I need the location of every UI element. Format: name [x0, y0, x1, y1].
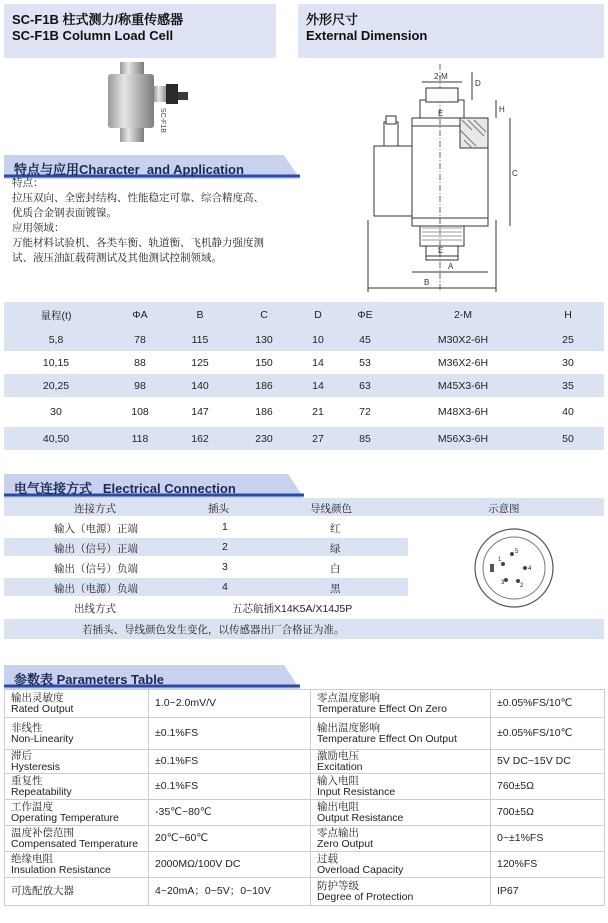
- note-row: [4, 619, 604, 639]
- param-name-en: Non-Linearity: [11, 732, 74, 745]
- dimension-header-cell: D: [314, 309, 322, 321]
- dimension-header-cell: 量程(t): [40, 309, 72, 322]
- pin-label: 2: [520, 583, 524, 589]
- dimension-cell: 125: [191, 356, 209, 369]
- dimension-cell: M45X3-6H: [437, 379, 489, 392]
- param-name-en: Compensated Temperature: [11, 837, 139, 850]
- param-value: [149, 800, 311, 826]
- pin-label: 5: [515, 549, 519, 555]
- dimension-cell: 5,8: [48, 333, 64, 346]
- param-value: [491, 878, 605, 906]
- product-label: SC-F1B: [159, 108, 166, 133]
- dim-label-d: D: [475, 79, 481, 88]
- param-value-text: 760±5Ω: [497, 780, 534, 792]
- dimension-cell: 10: [312, 333, 324, 346]
- electrical-title: 电气连接方式 Electrical Connection: [14, 481, 236, 496]
- dim-label-h: H: [499, 105, 505, 114]
- param-name-cn: 可选配放大器: [11, 885, 74, 897]
- parameter-row: [5, 878, 605, 906]
- col-connection: 连接方式: [74, 503, 116, 515]
- param-value-text: ±0.1%FS: [155, 727, 199, 739]
- connection-row: [4, 518, 408, 536]
- param-value-text: ±0.05%FS/10℃: [497, 727, 573, 739]
- dimension-table: [4, 302, 604, 450]
- dimension-cell: M48X3-6H: [437, 406, 489, 418]
- param-name-cn: 激励电压: [317, 749, 359, 762]
- param-value: [149, 852, 311, 878]
- param-value-text: ±0.1%FS: [155, 780, 199, 792]
- dimension-cell: 72: [359, 406, 371, 418]
- dimension-cell: 53: [359, 356, 371, 369]
- features-title: 特点与应用Character and Application: [14, 162, 244, 177]
- connector-diagram: [472, 526, 556, 610]
- dimension-cell: 108: [131, 406, 149, 418]
- param-name-en: Excitation: [317, 760, 363, 773]
- param-value: [491, 718, 605, 750]
- param-name-cn: 非线性: [11, 721, 43, 734]
- dimension-cell: 30: [562, 356, 574, 369]
- header-left-title-en: SC-F1B Column Load Cell: [12, 28, 174, 43]
- param-name: [311, 718, 491, 750]
- dimension-cell: 118: [131, 432, 149, 445]
- param-value-text: -35℃~80℃: [155, 806, 212, 818]
- dimension-cell: 40: [562, 406, 574, 418]
- param-name-cn: 零点温度影响: [317, 691, 380, 704]
- dimension-cell: 85: [359, 432, 371, 445]
- param-name-cn: 重复性: [11, 774, 43, 787]
- dimension-row: [4, 374, 604, 397]
- dimension-cell: 150: [255, 356, 273, 369]
- dimension-cell: 45: [359, 333, 371, 346]
- param-value-text: 700±5Ω: [497, 806, 534, 818]
- dimension-cell: 140: [191, 379, 209, 392]
- param-name-en: Repeatability: [11, 785, 72, 798]
- param-value: [149, 750, 311, 774]
- header-left: [4, 4, 276, 58]
- param-name-cn: 滞后: [11, 749, 32, 762]
- connection-row: [4, 538, 408, 556]
- param-name: [311, 852, 491, 878]
- electrical-header-row: [4, 498, 604, 516]
- dimension-row: [4, 351, 604, 374]
- dimension-header-cell: ΦE: [357, 309, 373, 321]
- param-value: [491, 690, 605, 718]
- param-value-text: 2000MΩ/100V DC: [155, 858, 241, 870]
- dimension-cell: 14: [312, 379, 324, 392]
- param-name: [311, 878, 491, 906]
- dimension-cell: 230: [255, 432, 273, 445]
- load-cell-photo: [100, 58, 210, 154]
- param-name: [5, 750, 149, 774]
- dimension-cell: 27: [312, 432, 324, 445]
- parameter-row: [5, 718, 605, 750]
- dimension-cell: 98: [134, 379, 146, 392]
- dimension-drawing: [360, 60, 520, 298]
- dim-label-m: 2-M: [434, 72, 448, 81]
- dimension-cell: 162: [191, 432, 209, 445]
- dimension-header-cell: H: [564, 309, 572, 321]
- parameter-row: [5, 750, 605, 774]
- dimension-cell: 21: [312, 406, 324, 418]
- param-value: [149, 774, 311, 800]
- header-right-title-en: External Dimension: [306, 28, 428, 43]
- wire-color: 白: [330, 563, 341, 575]
- param-name: [311, 750, 491, 774]
- param-value: [149, 826, 311, 852]
- dimension-cell: M30X2-6H: [437, 333, 489, 346]
- dimension-cell: M36X2-6H: [437, 356, 489, 369]
- param-value-text: 20℃~60℃: [155, 832, 209, 844]
- param-value-text: IP67: [497, 885, 519, 897]
- connection-type: 输出（信号）正端: [54, 543, 138, 555]
- dimension-cell: 50: [562, 432, 574, 445]
- param-value: [491, 800, 605, 826]
- header-right-title-cn: 外形尺寸: [306, 12, 359, 27]
- parameters-banner: [4, 665, 300, 689]
- param-value-text: ±0.05%FS/10℃: [497, 697, 573, 709]
- dimension-cell: 88: [134, 356, 146, 369]
- dimension-row: [4, 328, 604, 351]
- dimension-cell: 115: [191, 333, 209, 346]
- dimension-header-row: [4, 302, 604, 328]
- dimension-cell: 40,50: [42, 432, 70, 445]
- param-name: [5, 852, 149, 878]
- connection-row: [4, 578, 408, 596]
- param-name-cn: 过载: [317, 852, 338, 865]
- param-value: [491, 826, 605, 852]
- param-name-en: Zero Output: [317, 837, 374, 850]
- param-value-text: 5V DC~15V DC: [497, 755, 571, 767]
- dimension-header-cell: 2-M: [453, 309, 473, 321]
- plug-pin: 3: [222, 561, 228, 573]
- col-wire-color: 导线颜色: [310, 503, 352, 515]
- param-name-en: Rated Output: [11, 702, 74, 715]
- param-name-cn: 输出电阻: [317, 800, 359, 813]
- feature-line: 拉压双向、全密封结构、性能稳定可靠、综合精度高、: [12, 192, 264, 204]
- parameter-row: [5, 800, 605, 826]
- electrical-banner: [4, 474, 304, 498]
- param-name-cn: 输入电阻: [317, 774, 359, 787]
- parameter-row: [5, 852, 605, 878]
- dimension-cell: 25: [562, 333, 574, 346]
- parameters-title: 参数表 Parameters Table: [14, 672, 165, 687]
- dimension-header-cell: ΦA: [132, 309, 148, 321]
- connection-type: 输出（信号）负端: [54, 563, 138, 575]
- dim-label-a: A: [448, 262, 454, 271]
- param-value: [149, 690, 311, 718]
- param-name: [5, 774, 149, 800]
- dimension-cell: 10,15: [42, 356, 70, 369]
- dimension-cell: 14: [312, 356, 324, 369]
- param-name: [5, 718, 149, 750]
- feature-line: 优质合金钢表面镀镍。: [12, 207, 117, 219]
- parameter-row: [5, 774, 605, 800]
- dimension-row: [4, 427, 604, 450]
- param-value: [149, 718, 311, 750]
- dimension-cell: 186: [255, 406, 273, 418]
- param-name: [5, 878, 149, 906]
- param-name-en: Operating Temperature: [11, 811, 119, 824]
- param-name-cn: 防护等级: [317, 879, 359, 892]
- connection-note: 若插头、导线颜色发生变化，以传感器出厂合格证为准。: [82, 624, 345, 636]
- feature-line: 万能材料试验机、各类车衡、轨道衡、飞机静力强度测: [12, 237, 264, 249]
- param-name: [5, 826, 149, 852]
- param-value-text: 1.0~2.0mV/V: [155, 697, 216, 709]
- parameter-row: [5, 826, 605, 852]
- param-name-cn: 零点输出: [317, 826, 359, 839]
- param-name-cn: 温度补偿范围: [11, 826, 74, 839]
- param-name-en: Input Resistance: [317, 785, 396, 798]
- dim-label-e-bottom: E: [438, 246, 444, 255]
- wire-color: 黑: [330, 583, 341, 595]
- param-value: [491, 852, 605, 878]
- feature-line: 特点：: [12, 177, 44, 189]
- param-name-en: Hysteresis: [11, 760, 61, 773]
- connection-type: 输出（电源）负端: [54, 583, 138, 595]
- dimension-cell: 20,25: [42, 379, 70, 392]
- dim-label-e-top: E: [438, 109, 444, 118]
- pin-label: 3: [501, 580, 505, 586]
- param-value-text: 4~20mA；0~5V；0~10V: [155, 885, 271, 897]
- param-value: [491, 750, 605, 774]
- dim-label-b: B: [424, 278, 430, 287]
- dimension-cell: 35: [562, 379, 574, 392]
- param-name-cn: 绝缘电阻: [11, 852, 53, 865]
- outlet-value: 五芯航插X14K5A/X14J5P: [232, 603, 353, 615]
- connection-type: 输入（电源）正端: [54, 523, 138, 535]
- dimension-cell: 63: [359, 379, 371, 392]
- param-name-en: Temperature Effect On Output: [317, 732, 457, 745]
- dimension-cell: 147: [191, 406, 209, 418]
- dimension-cell: 30: [50, 406, 62, 418]
- dim-label-c: C: [512, 169, 518, 178]
- param-name-en: Temperature Effect On Zero: [317, 702, 447, 715]
- wire-color: 红: [330, 523, 341, 535]
- feature-line: 应用领域：: [12, 222, 65, 234]
- param-name: [311, 826, 491, 852]
- dimension-row: [4, 397, 604, 427]
- param-value-text: 0~±1%FS: [497, 832, 544, 844]
- parameters-table: [4, 689, 605, 906]
- param-name-en: Output Resistance: [317, 811, 404, 824]
- param-value: [491, 774, 605, 800]
- param-name: [311, 800, 491, 826]
- dimension-cell: 78: [134, 333, 146, 346]
- outlet-label: 出线方式: [74, 603, 116, 615]
- wire-color: 绿: [330, 543, 341, 555]
- param-name: [311, 774, 491, 800]
- features-text: [12, 176, 292, 266]
- parameter-row: [5, 690, 605, 718]
- param-name-cn: 输出温度影响: [317, 721, 380, 734]
- param-name-en: Degree of Protection: [317, 890, 414, 903]
- dimension-header-cell: C: [260, 309, 268, 321]
- plug-pin: 1: [222, 521, 228, 533]
- connection-row: [4, 558, 408, 576]
- param-name: [5, 800, 149, 826]
- pin-label: 1: [498, 557, 502, 563]
- param-name: [5, 690, 149, 718]
- param-name-en: Insulation Resistance: [11, 863, 111, 876]
- col-plug: 插头: [208, 503, 229, 515]
- param-value: [149, 878, 311, 906]
- dimension-cell: M56X3-6H: [437, 432, 489, 445]
- col-diagram: 示意图: [488, 503, 520, 515]
- param-value-text: 120%FS: [497, 858, 538, 870]
- param-name: [311, 690, 491, 718]
- param-name-cn: 输出灵敏度: [11, 691, 64, 704]
- header-left-title-cn: SC-F1B 柱式测力/称重传感器: [12, 12, 184, 27]
- param-value-text: ±0.1%FS: [155, 755, 199, 767]
- dimension-cell: 186: [255, 379, 273, 392]
- feature-line: 试、液压油缸载荷测试及其他测试控制领域。: [12, 252, 222, 264]
- pin-label: 4: [528, 566, 532, 572]
- dimension-cell: 130: [255, 333, 273, 346]
- param-name-cn: 工作温度: [11, 800, 53, 813]
- param-name-en: Overload Capacity: [317, 863, 404, 876]
- header-right: [298, 4, 604, 58]
- plug-pin: 2: [222, 541, 228, 553]
- outlet-row: [4, 598, 404, 616]
- dimension-header-cell: B: [196, 309, 204, 321]
- plug-pin: 4: [222, 581, 228, 593]
